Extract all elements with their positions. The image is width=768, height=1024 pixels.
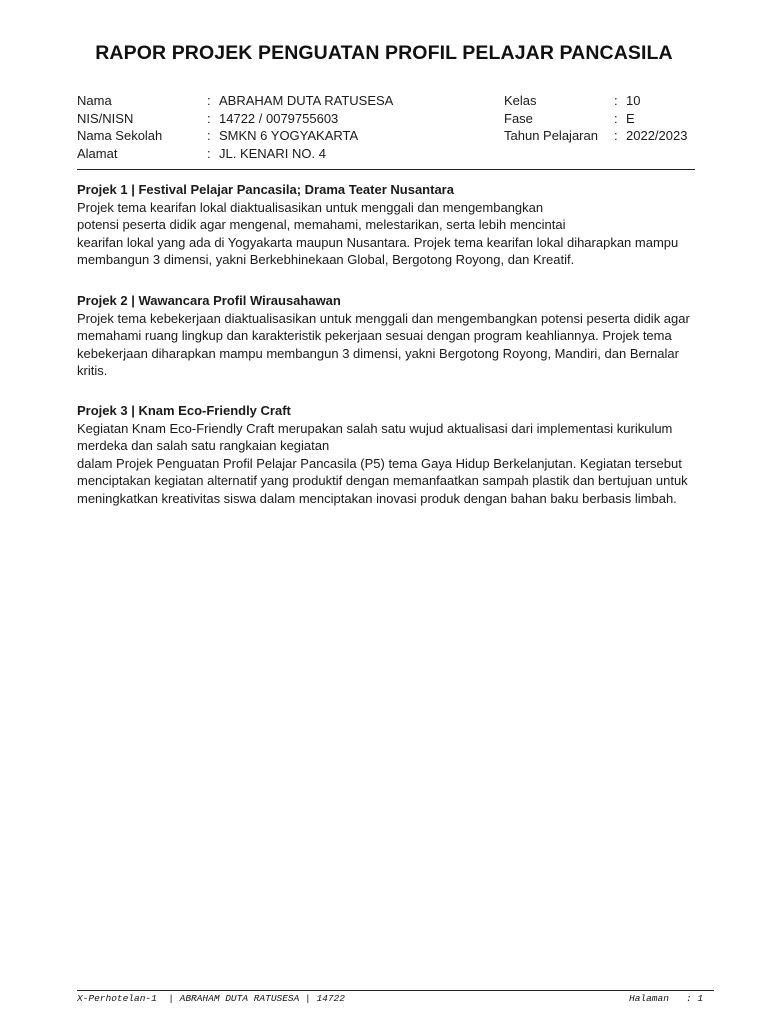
info-label-tahun: Tahun Pelajaran bbox=[504, 128, 598, 143]
project-text-line: meningkatkan kreativitas siswa dalam menciptakan inovasi produk dengan bahan baku berbasis limbah. bbox=[77, 490, 677, 506]
info-value-nis: 14722 / 0079755603 bbox=[219, 110, 339, 126]
project-text-line: memahami ruang lingkup dan karakteristik pekerjaan sesuai dengan program keahliannya. Projek tema bbox=[77, 328, 672, 343]
project-section-1 bbox=[77, 181, 702, 269]
info-label-nis: NIS/NISN bbox=[77, 110, 134, 126]
project-text-line: kebekerjaan diharapkan mampu membangun 3 dimensi, yakni Bergotong Royong, Mandiri, dan Bernalar bbox=[77, 345, 679, 361]
info-colon: : bbox=[614, 110, 618, 126]
info-colon: : bbox=[207, 110, 211, 126]
info-value-tahun: 2022/2023 bbox=[626, 128, 688, 143]
project-text-line: potensi peserta didik agar mengenal, memahami, melestarikan, serta lebih mencintai bbox=[77, 217, 566, 232]
info-value-sekolah: SMKN 6 YOGYAKARTA bbox=[219, 128, 359, 143]
project-text-line: kearifan lokal yang ada di Yogyakarta maupun Nusantara. Projek tema kearifan lokal diharapkan mampu bbox=[77, 234, 679, 250]
info-colon: : bbox=[614, 93, 618, 108]
project-title: Projek 3 | Knam Eco-Friendly Craft bbox=[77, 403, 291, 418]
project-title: Projek 1 | Festival Pelajar Pancasila; Drama Teater Nusantara bbox=[77, 182, 454, 197]
project-text-line: kritis. bbox=[77, 363, 108, 378]
footer-student-info: X-Perhotelan-1 | ABRAHAM DUTA RATUSESA | 14722 bbox=[77, 993, 345, 1004]
project-text-line: Kegiatan Knam Eco-Friendly Craft merupakan salah satu wujud aktualisasi dari implementasi kurikulum bbox=[77, 420, 673, 436]
info-colon: : bbox=[614, 128, 618, 143]
info-row-sekolah bbox=[77, 127, 697, 145]
info-row-alamat bbox=[77, 145, 697, 163]
project-text-line: Projek tema kebekerjaan diaktualisasikan untuk menggali dan mengembangkan potensi peserta didik agar bbox=[77, 310, 690, 326]
header-divider bbox=[77, 169, 695, 170]
student-info bbox=[77, 92, 697, 162]
info-row-nama bbox=[77, 92, 697, 110]
info-label-alamat: Alamat bbox=[77, 145, 118, 161]
project-title: Projek 2 | Wawancara Profil Wirausahawan bbox=[77, 293, 341, 308]
info-colon: : bbox=[207, 93, 211, 108]
footer-page-number: Halaman : 1 bbox=[629, 993, 704, 1004]
project-text-line: merdeka dan salah satu rangkaian kegiatan bbox=[77, 438, 330, 453]
info-row-nis bbox=[77, 110, 697, 128]
project-text-line: menciptakan kegiatan alternatif yang produktif dengan memanfaatkan sampah plastik dan bertujuan untuk bbox=[77, 473, 688, 488]
page-title: RAPOR PROJEK PENGUATAN PROFIL PELAJAR PANCASILA bbox=[95, 42, 673, 64]
info-value-fase: E bbox=[626, 110, 635, 126]
project-section-3 bbox=[77, 402, 702, 507]
info-value-nama: ABRAHAM DUTA RATUSESA bbox=[219, 93, 394, 108]
info-value-kelas: 10 bbox=[626, 93, 641, 108]
project-text-line: dalam Projek Penguatan Profil Pelajar Pancasila (P5) tema Gaya Hidup Berkelanjutan. Kegiatan tersebut bbox=[77, 455, 682, 471]
info-label-fase: Fase bbox=[504, 110, 533, 126]
project-section-2 bbox=[77, 292, 702, 380]
info-label-sekolah: Nama Sekolah bbox=[77, 128, 163, 143]
project-text-line: membangun 3 dimensi, yakni Berkebhinekaan Global, Bergotong Royong, dan Kreatif. bbox=[77, 252, 575, 267]
footer-divider bbox=[77, 990, 714, 991]
info-value-alamat: JL. KENARI NO. 4 bbox=[219, 145, 326, 161]
project-text-line: Projek tema kearifan lokal diaktualisasikan untuk menggali dan mengembangkan bbox=[77, 199, 544, 215]
info-colon: : bbox=[207, 145, 211, 161]
info-colon: : bbox=[207, 128, 211, 143]
info-label-kelas: Kelas bbox=[504, 93, 537, 108]
info-label-nama: Nama bbox=[77, 93, 112, 108]
